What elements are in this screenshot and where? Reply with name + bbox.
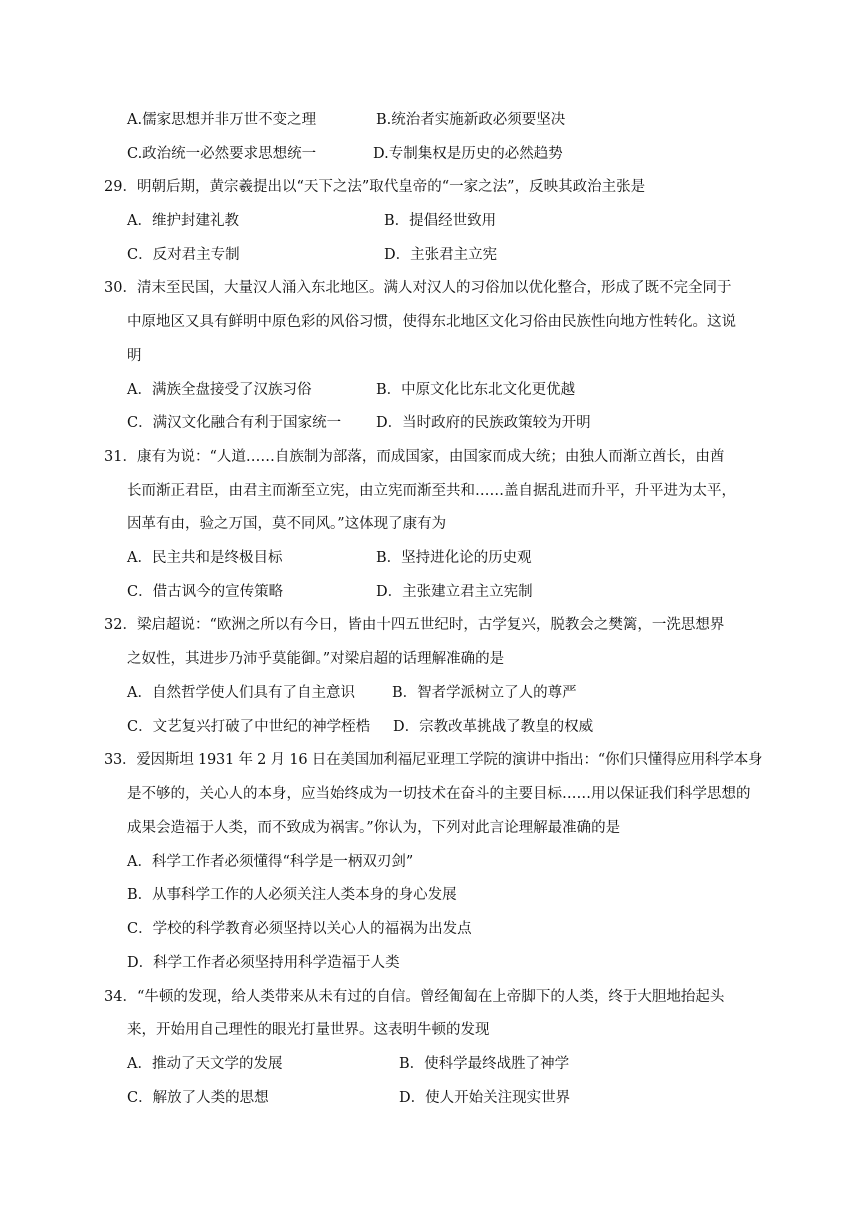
- q28-option-d: D.专制集权是历史的必然趋势: [373, 146, 563, 162]
- q31-stem-line: 因革有由，验之万国，莫不同风。”这体现了康有为: [127, 516, 447, 532]
- q33-option-c: C．学校的科学教育必须坚持以关心人的福祸为出发点: [127, 921, 472, 937]
- q34-stem-line: 34．“牛顿的发现，给人类带来从未有过的自信。曾经匍匐在上帝脚下的人类，终于大胆地抬起头: [104, 989, 725, 1005]
- q28-option-b: B.统治者实施新政必须要坚决: [376, 112, 566, 128]
- q33-stem-line: 是不够的，关心人的本身，应当始终成为一切技术在奋斗的主要目标……用以保证我们科学思想的: [127, 786, 751, 802]
- q34-stem-line: 来，开始用自己理性的眼光打量世界。这表明牛顿的发现: [127, 1022, 490, 1038]
- q32-option-d: D．宗教改革挑战了教皇的权威: [393, 719, 594, 735]
- q29-option-c: C．反对君主专制: [127, 247, 240, 263]
- q33-option-b: B．从事科学工作的人必须关注人类本身的身心发展: [127, 887, 457, 903]
- q31-stem-line: 长而渐正君臣，由君主而渐至立宪，由立宪而渐至共和……盖自据乱进而升平，升平进为太平，: [127, 483, 736, 499]
- q33-option-a: A．科学工作者必须懂得“科学是一柄双刃剑”: [127, 854, 414, 870]
- q29-option-a: A．维护封建礼教: [127, 213, 239, 229]
- q30-stem-line: 明: [127, 348, 142, 364]
- q34-option-a: A．推动了天文学的发展: [127, 1056, 283, 1072]
- q31-option-b: B．坚持进化论的历史观: [376, 550, 532, 566]
- q28-option-c: C.政治统一必然要求思想统一: [127, 146, 317, 162]
- q31-option-c: C．借古讽今的宣传策略: [127, 584, 284, 600]
- q30-option-c: C．满汉文化融合有利于国家统一: [127, 415, 342, 431]
- q32-option-b: B．智者学派树立了人的尊严: [392, 685, 577, 701]
- q28-option-a: A.儒家思想并非万世不变之理: [127, 112, 317, 128]
- q30-stem-line: 30．清末至民国，大量汉人涌入东北地区。满人对汉人的习俗加以优化整合，形成了既不完全同于: [104, 280, 732, 296]
- q33-option-d: D．科学工作者必须坚持用科学造福于人类: [127, 955, 400, 971]
- q30-option-d: D．当时政府的民族政策较为开明: [376, 415, 591, 431]
- q34-option-b: B．使科学最终战胜了神学: [399, 1056, 570, 1072]
- q34-option-d: D．使人开始关注现实世界: [399, 1090, 571, 1106]
- q33-stem-line: 33．爱因斯坦 1931 年 2 月 16 日在美国加利福尼亚理工学院的演讲中指出：“你们只懂得应用科学本身: [104, 752, 763, 768]
- q29-stem-line: 29．明朝后期，黄宗羲提出以“天下之法”取代皇帝的“一家之法”，反映其政治主张是: [104, 179, 646, 195]
- q32-stem-line: 之奴性，其进步乃沛乎莫能御。”对梁启超的话理解准确的是: [127, 651, 505, 667]
- q31-option-a: A．民主共和是终极目标: [127, 550, 283, 566]
- q32-stem-line: 32．梁启超说：“欧洲之所以有今日，皆由十四五世纪时，古学复兴，脱教会之樊篱，一洗思想界: [104, 617, 725, 633]
- q33-stem-line: 成果会造福于人类，而不致成为祸害。”你认为，下列对此言论理解最准确的是: [127, 820, 621, 836]
- q32-option-a: A．自然哲学使人们具有了自主意识: [127, 685, 355, 701]
- q29-option-d: D．主张君主立宪: [384, 247, 498, 263]
- q29-option-b: B．提倡经世致用: [384, 213, 497, 229]
- q30-option-a: A．满族全盘接受了汉族习俗: [127, 382, 312, 398]
- q34-option-c: C．解放了人类的思想: [127, 1090, 269, 1106]
- q31-option-d: D．主张建立君主立宪制: [376, 584, 533, 600]
- q31-stem-line: 31．康有为说：“人道……自族制为部落，而成国家，由国家而成大统；由独人而渐立酋长，由酋: [104, 449, 725, 465]
- q30-stem-line: 中原地区又具有鲜明中原色彩的风俗习惯，使得东北地区文化习俗由民族性向地方性转化。这说: [127, 314, 736, 330]
- q32-option-c: C．文艺复兴打破了中世纪的神学桎梏: [127, 719, 371, 735]
- q30-option-b: B．中原文化比东北文化更优越: [376, 382, 576, 398]
